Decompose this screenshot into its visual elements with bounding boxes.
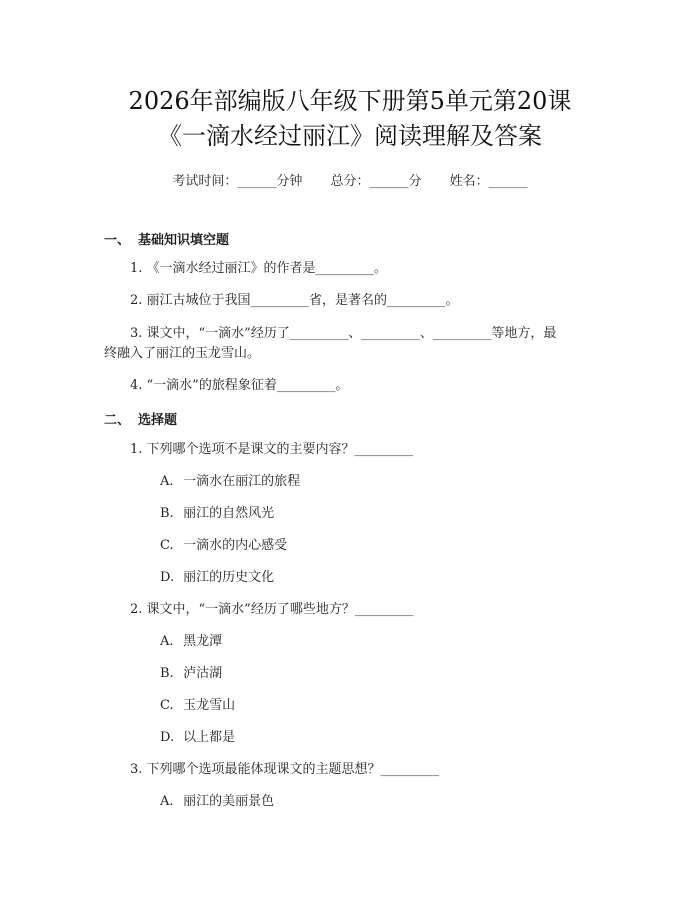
exam-meta [0, 170, 700, 189]
option-2-1-d [160, 568, 274, 588]
option-label: D. [160, 730, 175, 745]
option-label: B. [160, 506, 174, 521]
section-heading-multiple-choice [104, 409, 177, 428]
option-label: C. [160, 698, 174, 713]
option-text: 一滴水的内心感受 [183, 538, 288, 553]
option-2-2-d [160, 728, 235, 748]
option-text: 一滴水在丽江的旅程 [183, 474, 301, 489]
option-label: A. [160, 474, 174, 489]
question-1-4: 4. “一滴水”的旅程象征着_________。 [130, 378, 349, 393]
section-heading-fill-in [104, 229, 229, 248]
option-2-1-c [160, 536, 287, 556]
question-2-1: 1. 下列哪个选项不是课文的主要内容？_________ [130, 442, 414, 457]
question-1-3: 3. 课文中，“一滴水”经历了_________、_________、_________等地方，最 [130, 326, 557, 341]
exam-time-field: 考试时间：______分钟 [172, 174, 303, 189]
option-text: 丽江的历史文化 [183, 570, 275, 585]
option-text: 黑龙潭 [183, 634, 223, 649]
total-score-field: 总分：______分 [330, 174, 422, 189]
section-title: 基础知识填空题 [138, 233, 230, 248]
question-1-1: 1. 《一滴水经过丽江》的作者是_________。 [130, 261, 388, 276]
question-1-2: 2. 丽江古城位于我国_________省，是著名的_________。 [130, 293, 459, 308]
option-2-2-c [160, 696, 235, 716]
option-2-3-a [160, 792, 274, 812]
question-2-2: 2. 课文中，“一滴水”经历了哪些地方？_________ [130, 602, 414, 617]
name-field: 姓名：______ [449, 174, 528, 189]
option-text: 丽江的自然风光 [183, 506, 275, 521]
section-number: 一、 [104, 233, 131, 248]
section-number: 二、 [104, 413, 131, 428]
section-title: 选择题 [138, 413, 178, 428]
option-text: 玉龙雪山 [183, 698, 236, 713]
option-label: A. [160, 794, 174, 809]
page-title-line1: 2026年部编版八年级下册第5单元第20课 [128, 87, 572, 115]
option-label: C. [160, 538, 174, 553]
option-label: A. [160, 634, 174, 649]
option-label: B. [160, 666, 174, 681]
option-label: D. [160, 570, 175, 585]
option-text: 以上都是 [183, 730, 236, 745]
option-2-2-b [160, 664, 222, 684]
page-title-line2: 《一滴水经过丽江》阅读理解及答案 [158, 122, 542, 150]
option-text: 丽江的美丽景色 [183, 794, 275, 809]
option-2-1-b [160, 504, 274, 524]
option-2-2-a [160, 632, 222, 652]
option-2-1-a [160, 472, 300, 492]
question-2-3: 3. 下列哪个选项最能体现课文的主题思想？_________ [130, 762, 440, 777]
question-1-3-continuation: 终融入了丽江的玉龙雪山。 [104, 346, 261, 361]
option-text: 泸沽湖 [183, 666, 223, 681]
